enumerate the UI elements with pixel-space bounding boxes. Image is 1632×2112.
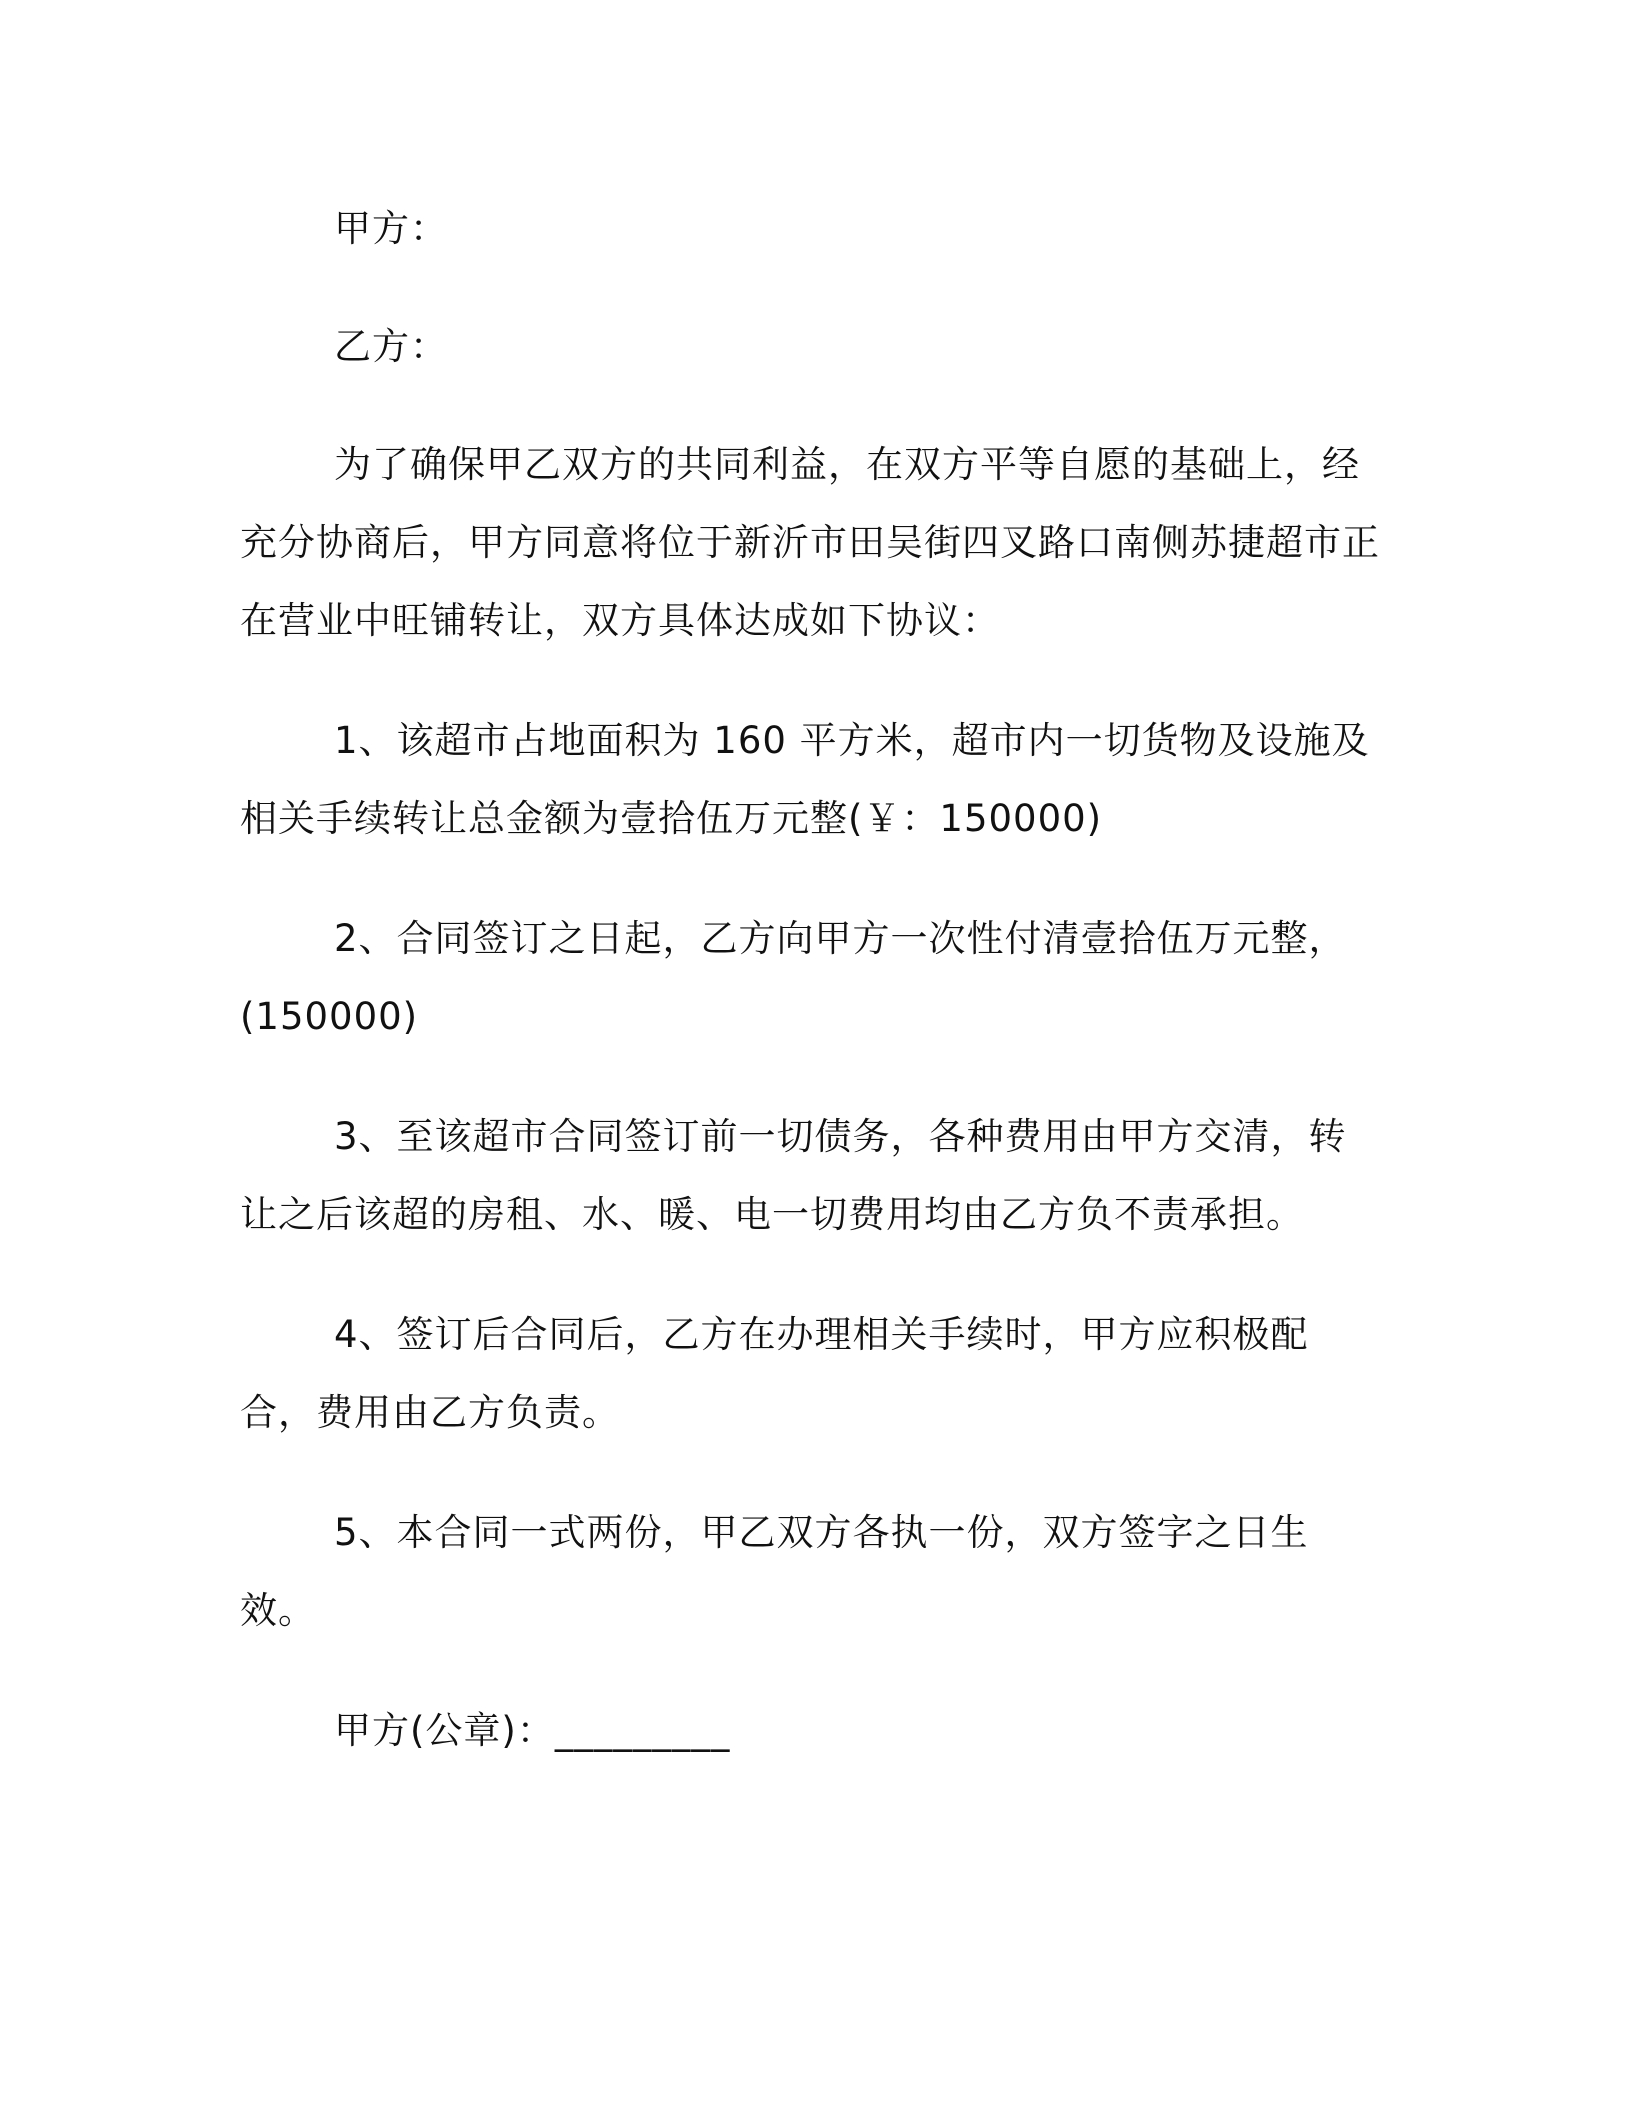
clause-2: 2、合同签订之日起，乙方向甲方一次性付清壹拾伍万元整，(150000) bbox=[240, 917, 1347, 1038]
intro-paragraph: 为了确保甲乙双方的共同利益，在双方平等自愿的基础上，经充分协商后，甲方同意将位于新沂市田吴街四叉路口南侧苏捷超市正在营业中旺铺转让，双方具体达成如下协议： bbox=[240, 443, 1380, 642]
party-a-signature-line: 甲方(公章)：_________ bbox=[334, 1709, 731, 1752]
clause-1: 1、该超市占地面积为 160 平方米，超市内一切货物及设施及相关手续转让总金额为壹拾伍万元整(￥：150000) bbox=[240, 719, 1370, 840]
clause-5: 5、本合同一式两份，甲乙双方各执一份，双方签字之日生效。 bbox=[240, 1511, 1309, 1632]
party-a-label: 甲方： bbox=[334, 207, 448, 250]
contract-body bbox=[240, 190, 1380, 1770]
clause-4: 4、签订后合同后，乙方在办理相关手续时，甲方应积极配合，费用由乙方负责。 bbox=[240, 1313, 1309, 1434]
clause-3: 3、至该超市合同签订前一切债务，各种费用由甲方交清，转让之后该超的房租、水、暖、电一切费用均由乙方负不责承担。 bbox=[240, 1115, 1347, 1236]
party-b-label: 乙方： bbox=[334, 325, 448, 368]
